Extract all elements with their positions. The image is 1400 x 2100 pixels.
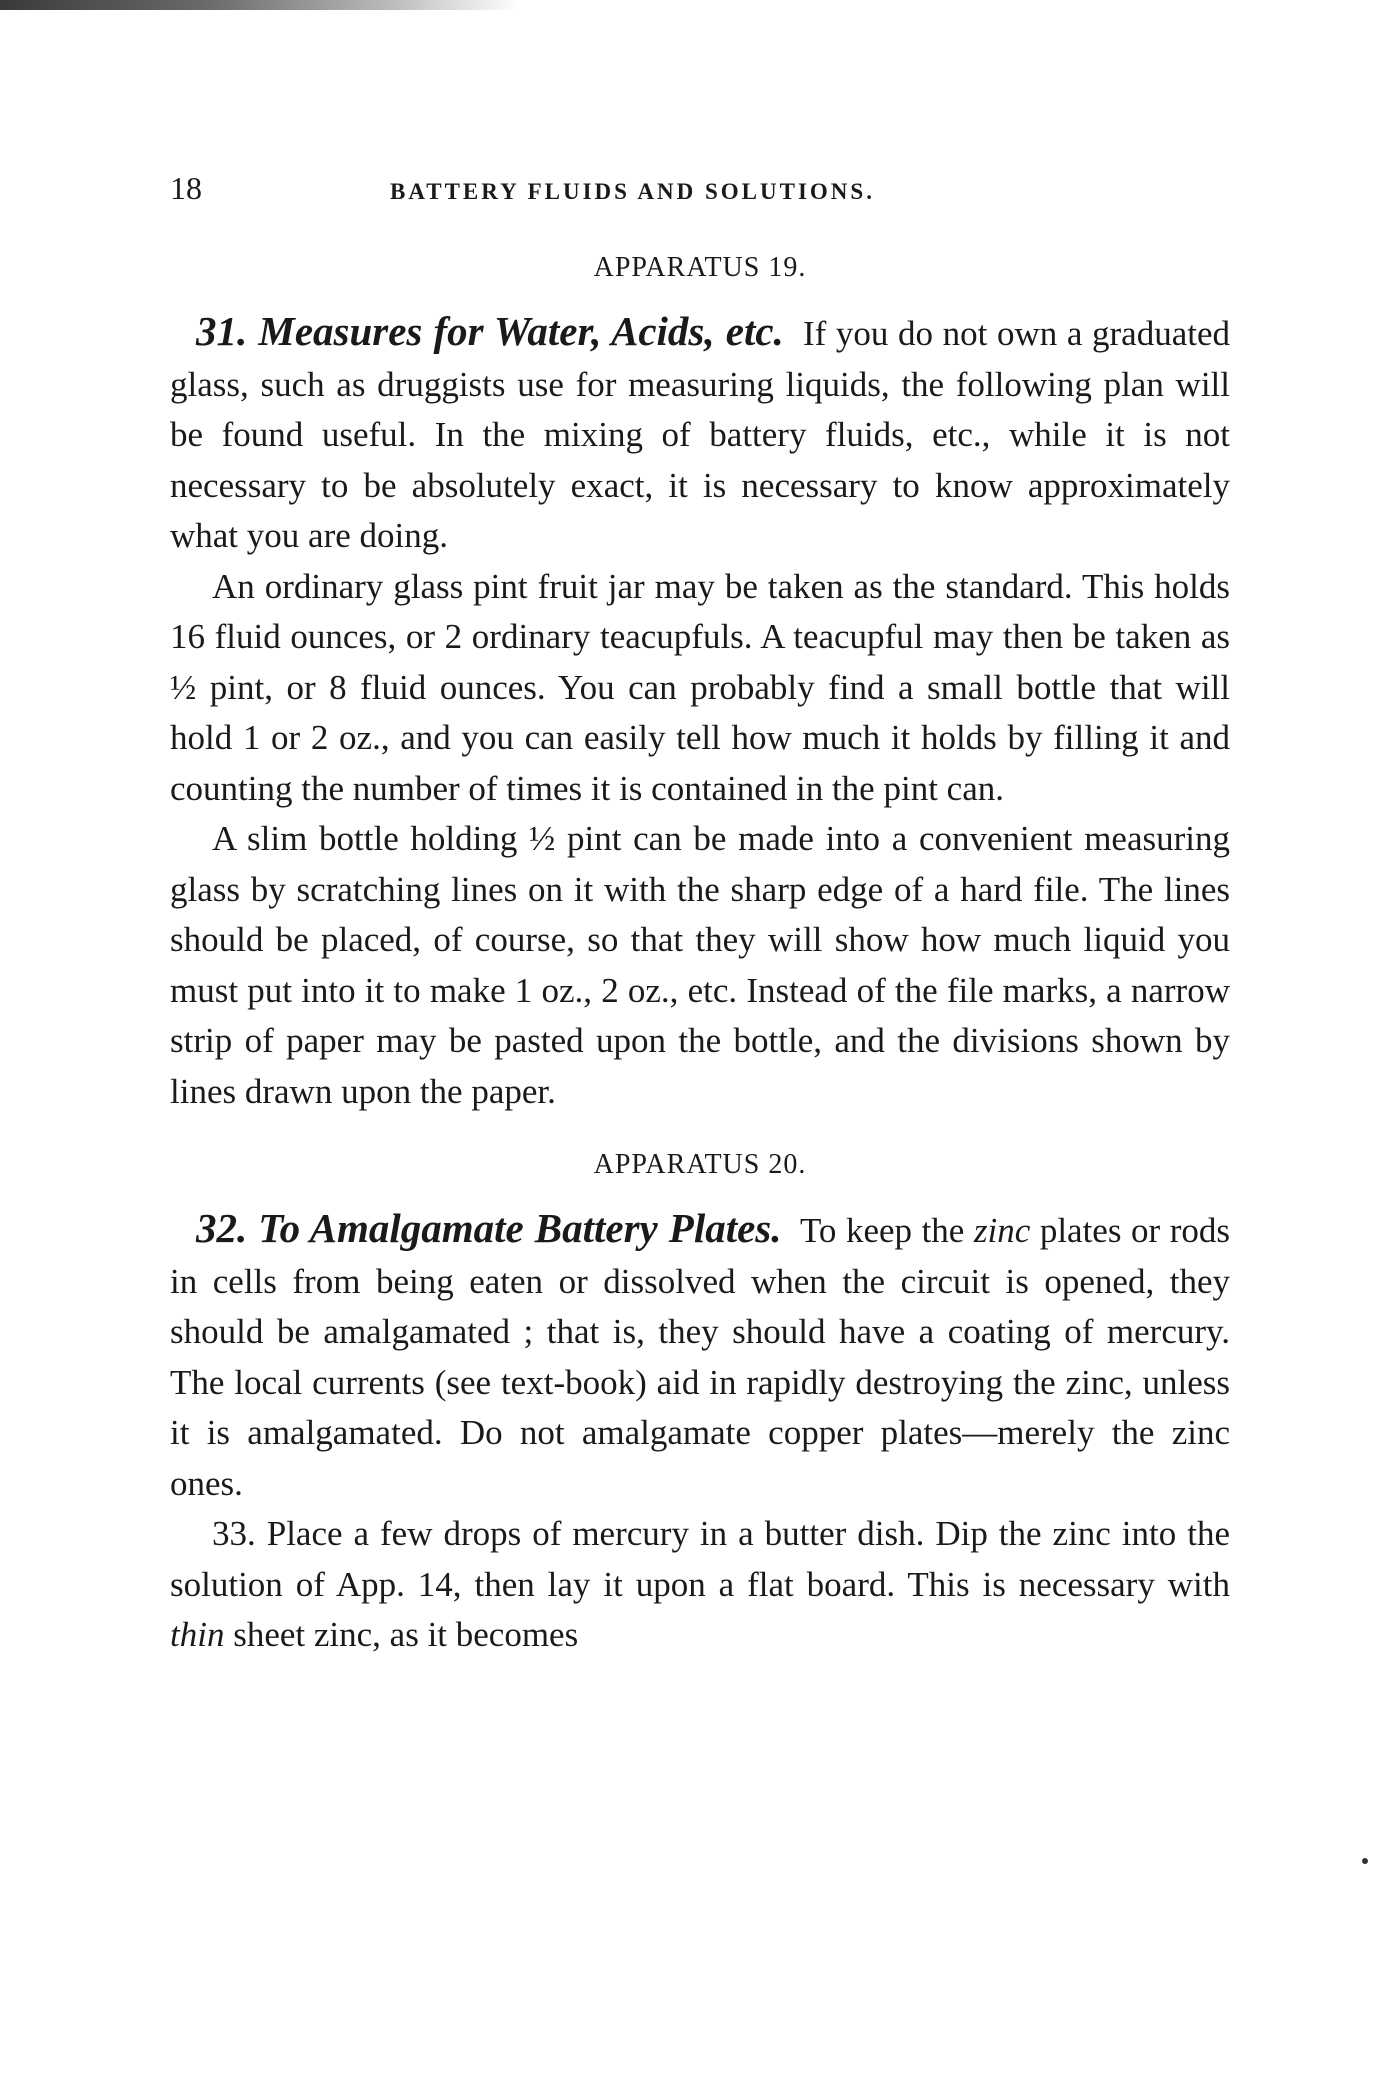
section-31-number: 31.: [196, 308, 248, 354]
section-32-number: 32.: [196, 1205, 248, 1251]
page-number: 18: [170, 170, 202, 206]
paragraph-33-thin-italic: thin: [170, 1615, 225, 1654]
section-32-text-post: plates or rods in cells from being eaten or dissolved when the circuit is opened, they should be amalgamated ; that is, they should have a coating of mercury. The local currents (see text-book) aid in rapidly destroying the zinc, unless it is amalgamated. Do not amalgamate copper plates—merely the zinc ones.: [170, 1211, 1230, 1503]
paragraph-33-post: sheet zinc, as it becomes: [233, 1615, 579, 1654]
section-32-intro: [170, 1203, 1230, 1509]
scan-edge-shadow: [0, 0, 520, 10]
book-page: [170, 170, 1230, 1661]
section-32-zinc-italic: zinc: [973, 1211, 1031, 1250]
apparatus-20-label: APPARATUS 20.: [593, 1149, 807, 1180]
paragraph-33-pre: 33. Place a few drops of mercury in a butter dish. Dip the zinc into the solution of App. 14, then lay it upon a flat board. This is necessary with: [170, 1514, 1230, 1604]
paragraph-33: [170, 1509, 1230, 1661]
section-32-text-pre: To keep the: [799, 1211, 965, 1250]
section-31-text: If you do not own a graduated glass, such as druggists use for measuring liquids, the following plan will be found useful. In the mixing of battery fluids, etc., while it is not necessary to be absolutely exact, it is necessary to know approximately what you are doing.: [170, 314, 1230, 555]
page-header: [170, 170, 1230, 220]
section-31-title: Measures for Water, Acids, etc.: [258, 308, 784, 354]
section-31-intro: [170, 306, 1230, 562]
section-32-title: To Amalgamate Battery Plates.: [258, 1205, 782, 1251]
section-31-heading: [196, 308, 784, 354]
scan-speck: [1362, 1858, 1368, 1864]
apparatus-19-label: APPARATUS 19.: [593, 252, 807, 283]
section-32-heading: [196, 1205, 782, 1251]
running-title: BATTERY FLUIDS AND SOLUTIONS.: [390, 179, 875, 204]
paragraph-pint-jar: An ordinary glass pint fruit jar may be taken as the standard. This holds 16 fluid ounces, or 2 ordinary teacupfuls. A teacupful may then be taken as ½ pint, or 8 fluid ounces. You can probably find a small bottle that will hold 1 or 2 oz., and you can easily tell how much it holds by filling it and counting the number of times it is contained in the pint can.: [170, 566, 1230, 808]
paragraph-slim-bottle: A slim bottle holding ½ pint can be made into a convenient measuring glass by scratching lines on it with the sharp edge of a hard file. The lines should be placed, of course, so that they will show how much liquid you must put into it to make 1 oz., 2 oz., etc. Instead of the file marks, a narrow strip of paper may be pasted upon the bottle, and the divisions shown by lines drawn upon the paper.: [170, 819, 1230, 1111]
